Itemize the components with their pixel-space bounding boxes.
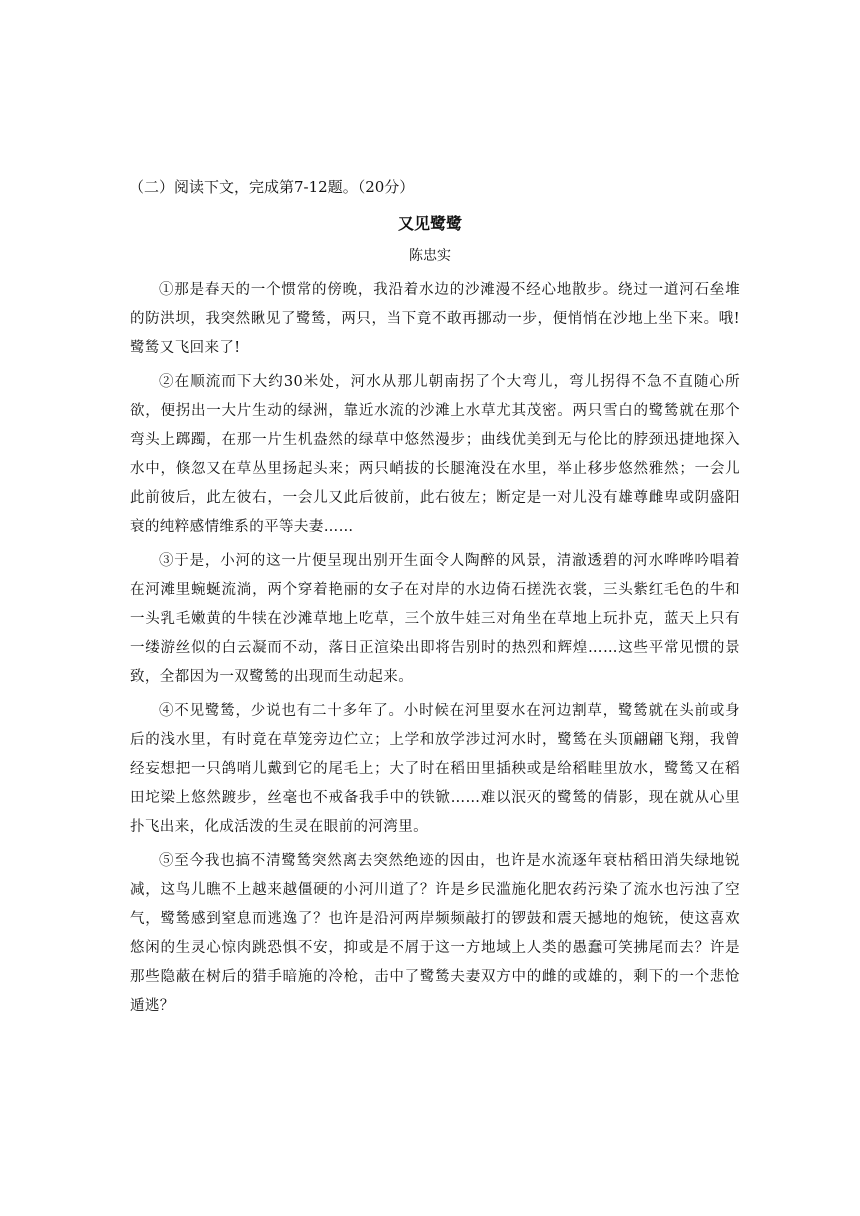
article-author: 陈忠实 [409, 248, 451, 264]
paragraph-2: ②在顺流而下大约30米处，河水从那儿朝南拐了个大弯儿，弯儿拐得不急不直随心所欲，便拐出一大片生动的绿洲，靠近水流的沙滩上水草尤其茂密。两只雪白的鹭鸶就在那个弯头上踯躅，在那一片生机盎然的绿草中悠然漫步；曲线优美到无与伦比的脖颈迅捷地探入水中，倏忽又在草丛里扬起头来；两只峭拔的长腿淹没在水里，举止移步悠然雅然；一会儿此前彼后，此左彼右，一会儿又此后彼前，此右彼左；断定是一对儿没有雄尊雌卑或阴盛阳衰的纯粹感情维系的平等夫妻…… [130, 374, 740, 535]
article-body [130, 276, 740, 1021]
paragraph-4: ④不见鹭鸶，少说也有二十多年了。小时候在河里耍水在河边割草，鹭鸶就在头前或身后的浅水里，有时竟在草笼旁边伫立；上学和放学涉过河水时，鹭鸶在头顶翩翩飞翔，我曾经妄想把一只鸽哨儿戴到它的尾毛上；大了时在稻田里插秧或是给稻畦里放水，鹭鸶又在稻田坨梁上悠然踱步，丝毫也不戒备我手中的铁锨……难以泯灭的鹭鸶的倩影，现在就从心里扑飞出来，化成活泼的生灵在眼前的河湾里。 [130, 703, 740, 835]
section-heading: （二）阅读下文，完成第7-12题。（20分） [129, 178, 415, 196]
paragraph-5: ⑤至今我也搞不清鹭鸶突然离去突然绝迹的因由，也许是水流逐年衰枯稻田消失绿地锐减，这鸟儿瞧不上越来越僵硬的小河川道了？许是乡民滥施化肥农药污染了流水也污浊了空气，鹭鸶感到窒息而逃逸了？也许是沿河两岸频频敲打的锣鼓和震天撼地的炮铳，使这喜欢悠闲的生灵心惊肉跳恐惧不安，抑或是不屑于这一方地域上人类的愚蠢可笑拂尾而去？许是那些隐蔽在树后的猎手暗施的冷枪，击中了鹭鸶夫妻双方中的雌的或雄的，剩下的一个悲怆遁逃？ [130, 853, 740, 1014]
paragraph-3: ③于是，小河的这一片便呈现出别开生面令人陶醉的风景，清澈透碧的河水哗哗吟唱着在河滩里蜿蜒流淌，两个穿着艳丽的女子在对岸的水边倚石搓洗衣裳，三头紫红毛色的牛和一头乳毛嫩黄的牛犊在沙滩草地上吃草，三个放牛娃三对角坐在草地上玩扑克，蓝天上只有一缕游丝似的白云凝而不动，落日正渲染出即将告别时的热烈和辉煌……这些平常见惯的景致，全都因为一双鹭鸶的出现而生动起来。 [130, 553, 740, 685]
article-title: 又见鹭鹭 [397, 214, 462, 233]
paragraph-1: ①那是春天的一个惯常的傍晚，我沿着水边的沙滩漫不经心地散步。绕过一道河石垒堆的防洪坝，我突然瞅见了鹭鸶，两只，当下竟不敢再挪动一步，便悄悄在沙地上坐下来。哦!鹭鸶又飞回来了! [130, 282, 740, 356]
